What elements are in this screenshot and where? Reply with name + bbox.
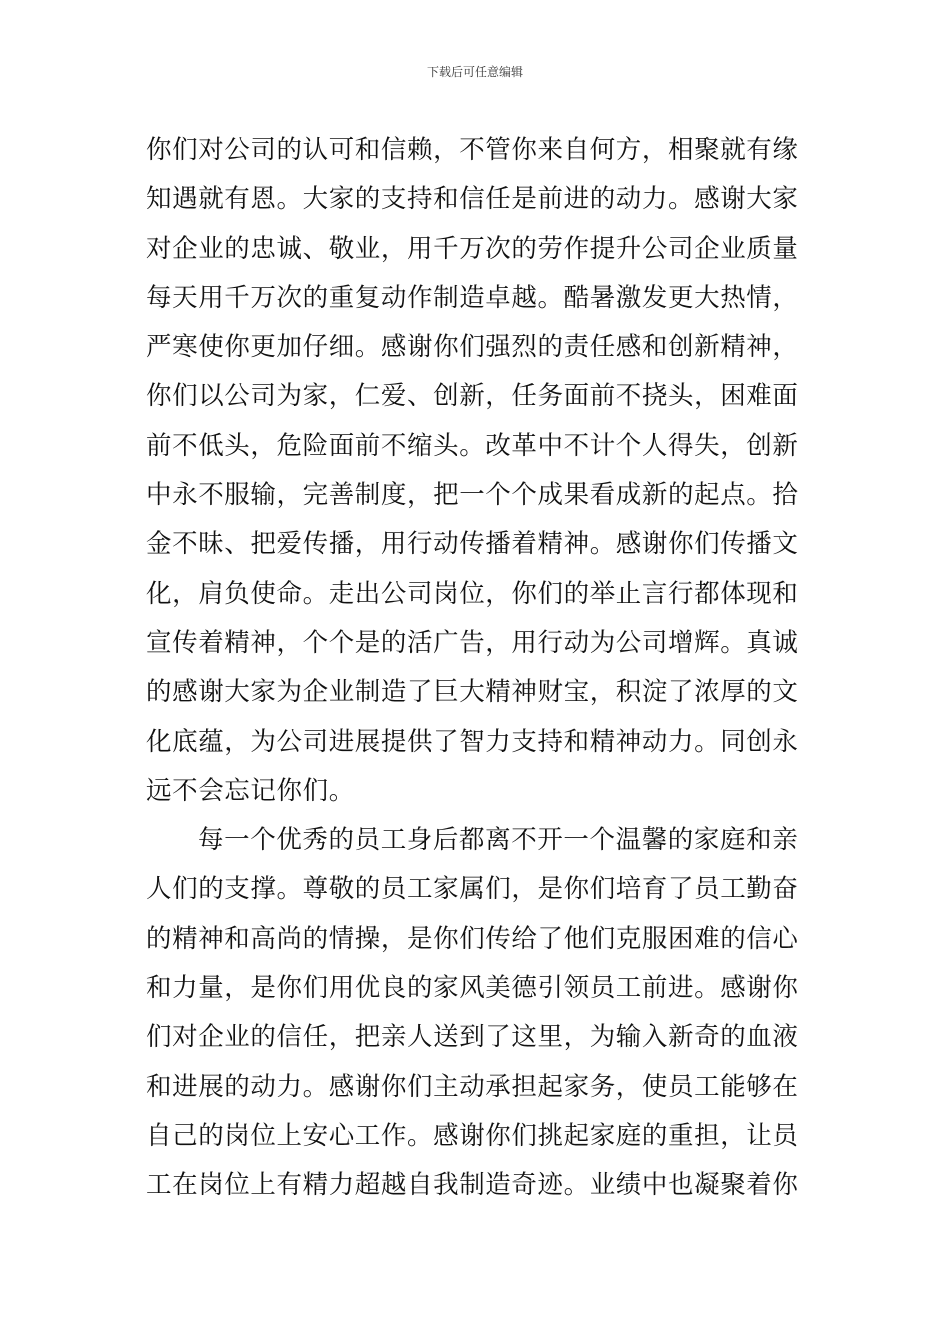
text-line: 每天用千万次的重复动作制造卓越。酷暑激发更大热情，	[146, 282, 799, 313]
text-line: 的感谢大家为企业制造了巨大精神财宝，积淀了浓厚的文	[146, 677, 799, 708]
text-line: 中永不服输，完善制度，把一个个成果看成新的起点。拾	[146, 480, 799, 511]
text-line: 对企业的忠诚、敬业，用千万次的劳作提升公司企业质量	[146, 233, 799, 264]
text-line: 严寒使你更加仔细。感谢你们强烈的责任感和创新精神，	[146, 332, 799, 363]
text-line: 前不低头，危险面前不缩头。改革中不计个人得失，创新	[146, 430, 799, 461]
text-line: 远不会忘记你们。	[146, 775, 355, 806]
text-line: 化，肩负使命。走出公司岗位，你们的举止言行都体现和	[146, 578, 799, 609]
text-line: 工在岗位上有精力超越自我制造奇迹。业绩中也凝聚着你	[146, 1170, 799, 1201]
text-line: 的精神和高尚的情操，是你们传给了他们克服困难的信心	[146, 923, 799, 954]
text-line: 你们对公司的认可和信赖，不管你来自何方，相聚就有缘	[146, 135, 799, 165]
page-header: 下载后可任意编辑	[426, 65, 523, 79]
text-line: 化底蕴，为公司进展提供了智力支持和精神动力。同创永	[146, 726, 799, 757]
text-line: 和进展的动力。感谢你们主动承担起家务，使员工能够在	[146, 1071, 799, 1102]
text-line: 和力量，是你们用优良的家风美德引领员工前进。感谢你	[146, 973, 799, 1004]
paragraph-1	[146, 126, 810, 816]
text-line: 你们以公司为家，仁爱、创新，任务面前不挠头，困难面	[146, 381, 799, 412]
text-line: 知遇就有恩。大家的支持和信任是前进的动力。感谢大家	[146, 184, 799, 215]
text-line: 们对企业的信任，把亲人送到了这里，为输入新奇的血液	[146, 1022, 799, 1053]
text-line: 人们的支撑。尊敬的员工家属们，是你们培育了员工勤奋	[146, 874, 799, 905]
text-line: 宣传着精神，个个是的活广告，用行动为公司增辉。真诚	[146, 627, 799, 658]
text-line: 金不昧、把爱传播，用行动传播着精神。感谢你们传播文	[146, 529, 799, 560]
document-body	[146, 126, 810, 1211]
text-line: 每一个优秀的员工身后都离不开一个温馨的家庭和亲	[198, 825, 799, 856]
text-line: 自己的岗位上安心工作。感谢你们挑起家庭的重担，让员	[146, 1120, 799, 1151]
paragraph-2	[146, 816, 810, 1210]
